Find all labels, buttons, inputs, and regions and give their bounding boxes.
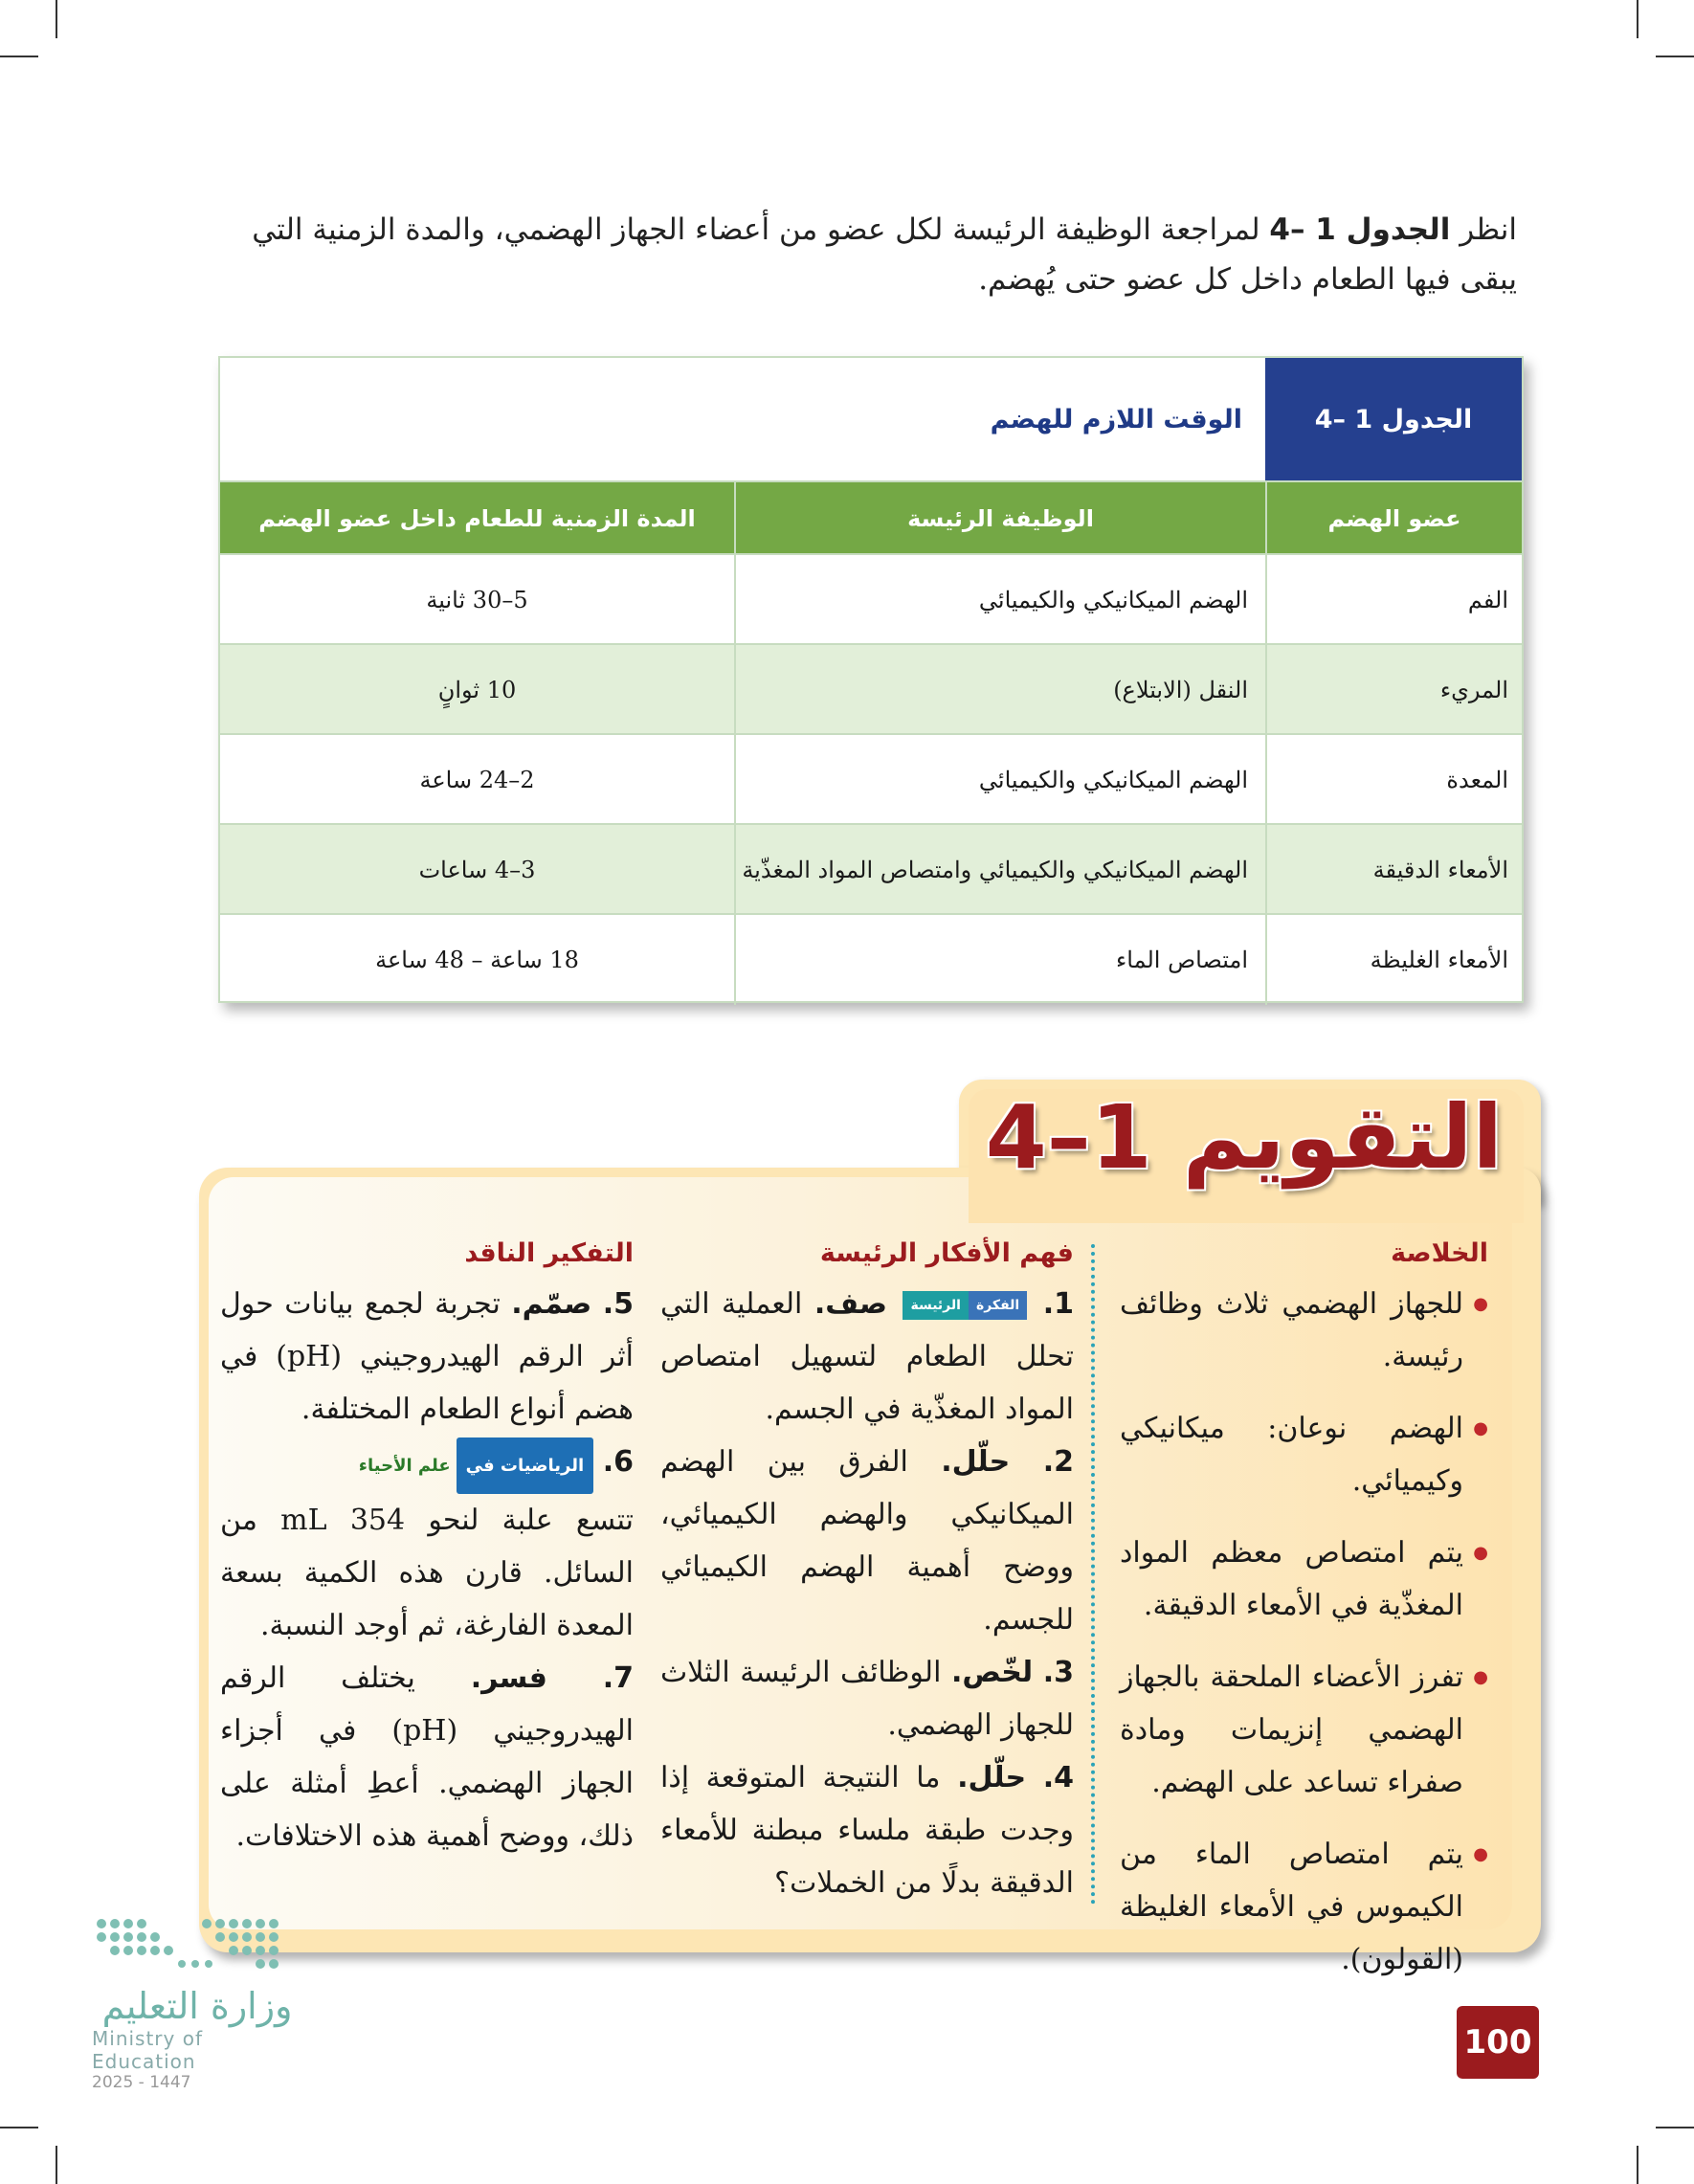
table-caption xyxy=(220,358,1522,480)
header-function: الوظيفة الرئيسة xyxy=(734,482,1265,555)
question-number: 3. xyxy=(1042,1656,1075,1689)
organ-cell: المعدة xyxy=(1265,735,1522,825)
summary-item: ● تفرز الأعضاء الملحقة بالجهاز الهضمي إنزيمات ومادة صفراء تساعد على الهضم. xyxy=(1120,1651,1488,1809)
table-header-row xyxy=(220,480,1522,555)
summary-item: ● يتم امتصاص معظم المواد المغذّية في الأمعاء الدقيقة. xyxy=(1120,1527,1488,1632)
crop-mark xyxy=(56,2146,57,2184)
intro-table-ref: الجدول 1 –4 xyxy=(1269,212,1451,247)
table-row xyxy=(220,643,1522,735)
crop-mark xyxy=(1637,2146,1638,2184)
question-text: الفرق بين الهضم الميكانيكي والهضم الكيميائي، ووضح أهمية الهضم الكيميائي للجسم. xyxy=(660,1445,1074,1637)
question-verb: صمّم. xyxy=(511,1287,592,1321)
duration-cell: 3–4 ساعات xyxy=(418,857,536,883)
duration-cell: 5–30 ثانية xyxy=(426,587,528,613)
digestion-time-table xyxy=(218,356,1524,1003)
question-5 xyxy=(220,1278,634,1436)
question-number: 2. xyxy=(1042,1445,1074,1479)
math-in-biology-badge xyxy=(353,1437,593,1494)
crop-mark xyxy=(1656,2127,1694,2128)
ministry-dots-icon xyxy=(92,1914,302,1981)
question-6 xyxy=(220,1436,634,1652)
question-verb: حلّل. xyxy=(941,1445,1011,1479)
badge-part: علم الأحياء xyxy=(358,1456,451,1476)
question-text: يختلف الرقم الهيدروجيني (pH) في أجزاء الجهاز الهضمي. أعطِ أمثلة على ذلك، ووضح أهمية هذه الاختلافات. xyxy=(220,1661,634,1853)
question-1 xyxy=(660,1278,1074,1436)
crop-mark xyxy=(1656,56,1694,57)
critical-thinking-column xyxy=(220,1238,634,1862)
critical-heading: التفكير الناقد xyxy=(464,1238,634,1268)
question-verb: لخّص. xyxy=(950,1656,1034,1689)
question-text: ما النتيجة المتوقعة إذا وجدت طبقة ملساء مبطنة للأمعاء الدقيقة بدلًا من الخملات؟ xyxy=(660,1761,1074,1900)
crop-mark xyxy=(1637,0,1638,38)
function-cell: الهضم الميكانيكي والكيميائي وامتصاص المواد المغذّية xyxy=(734,825,1265,915)
duration-cell: 10 ثوانٍ xyxy=(437,677,517,703)
summary-column xyxy=(1120,1238,1488,2005)
question-verb: حلّل. xyxy=(957,1761,1027,1794)
summary-list xyxy=(1120,1278,1488,1986)
summary-heading: الخلاصة xyxy=(1391,1238,1488,1268)
organ-cell: الفم xyxy=(1265,555,1522,645)
ministry-name-en: Ministry of Education xyxy=(92,2027,203,2073)
table-title: الوقت اللازم للهضم xyxy=(990,404,1242,435)
summary-item: ● للجهاز الهضمي ثلاث وظائف رئيسة. xyxy=(1120,1278,1488,1383)
intro-text-1: انظر xyxy=(1460,212,1517,247)
function-cell: النقل (الابتلاع) xyxy=(734,645,1265,735)
badge-part: الرياضيات في xyxy=(457,1437,594,1494)
question-number: 4. xyxy=(1042,1761,1075,1794)
function-cell: الهضم الميكانيكي والكيميائي xyxy=(734,735,1265,825)
table-row xyxy=(220,553,1522,645)
table-row xyxy=(220,733,1522,825)
ministry-logo xyxy=(92,1914,302,2092)
ministry-year: 2025 - 1447 xyxy=(92,2073,191,2092)
organ-cell: الأمعاء الدقيقة xyxy=(1265,825,1522,915)
intro-paragraph xyxy=(230,205,1517,304)
header-duration: المدة الزمنية للطعام داخل عضو الهضم xyxy=(258,505,696,532)
crop-mark xyxy=(0,56,38,57)
main-ideas-heading: فهم الأفكار الرئيسة xyxy=(819,1238,1074,1268)
header-organ: عضو الهضم xyxy=(1265,482,1522,555)
question-number: 7. xyxy=(602,1661,634,1695)
question-number: 6. xyxy=(602,1445,634,1479)
column-divider xyxy=(1091,1244,1095,1905)
table-label: الجدول 1 –4 xyxy=(1265,358,1522,480)
crop-mark xyxy=(0,2127,38,2128)
page-number: 100 xyxy=(1457,2006,1539,2079)
table-row xyxy=(220,913,1522,1005)
question-number: 1. xyxy=(1042,1287,1074,1321)
question-4 xyxy=(660,1751,1074,1909)
function-cell: الهضم الميكانيكي والكيميائي xyxy=(734,555,1265,645)
question-text: تجربة لجمع بيانات حول أثر الرقم الهيدروجيني (pH) في هضم أنواع الطعام المختلفة. xyxy=(220,1287,634,1426)
badge-part: الرئيسة xyxy=(903,1291,968,1320)
question-text: تتسع علبة لنحو 354 mL من السائل. قارن هذه الكمية بسعة المعدة الفارغة، ثم أوجد النسبة. xyxy=(220,1504,634,1642)
question-text: الوظائف الرئيسة الثلاث للجهاز الهضمي. xyxy=(660,1656,1074,1742)
question-verb: فسر. xyxy=(470,1661,547,1695)
main-ideas-column xyxy=(660,1238,1074,1909)
intro-text-2: لمراجعة الوظيفة الرئيسة لكل عضو من أعضاء الجهاز الهضمي، والمدة الزمنية التي يبقى فيها الطعام داخل كل عضو حتى يُهضم. xyxy=(252,212,1517,297)
question-3 xyxy=(660,1646,1074,1751)
organ-cell: الأمعاء الغليظة xyxy=(1265,915,1522,1005)
duration-cell: 18 ساعة – 48 ساعة xyxy=(375,947,579,973)
crop-mark xyxy=(56,0,57,38)
summary-item: ● الهضم نوعان: ميكانيكي وكيميائي. xyxy=(1120,1402,1488,1507)
question-text: العملية التي تحلل الطعام لتسهيل امتصاص المواد المغذّية في الجسم. xyxy=(660,1287,1074,1426)
main-idea-badge xyxy=(903,1291,1027,1320)
question-7 xyxy=(220,1652,634,1862)
function-cell: امتصاص الماء xyxy=(734,915,1265,1005)
badge-part: الفكرة xyxy=(969,1291,1027,1320)
summary-item: ● يتم امتصاص الماء من الكيموس في الأمعاء الغليظة (القولون). xyxy=(1120,1828,1488,1986)
question-2 xyxy=(660,1436,1074,1646)
table-row xyxy=(220,823,1522,915)
question-verb: صف. xyxy=(814,1287,887,1321)
question-number: 5. xyxy=(602,1287,634,1321)
ministry-name-ar: وزارة التعليم xyxy=(101,1985,293,2027)
duration-cell: 2–24 ساعة xyxy=(419,767,535,793)
organ-cell: المريء xyxy=(1265,645,1522,735)
review-title: التقويم 1–4 xyxy=(985,1086,1503,1189)
